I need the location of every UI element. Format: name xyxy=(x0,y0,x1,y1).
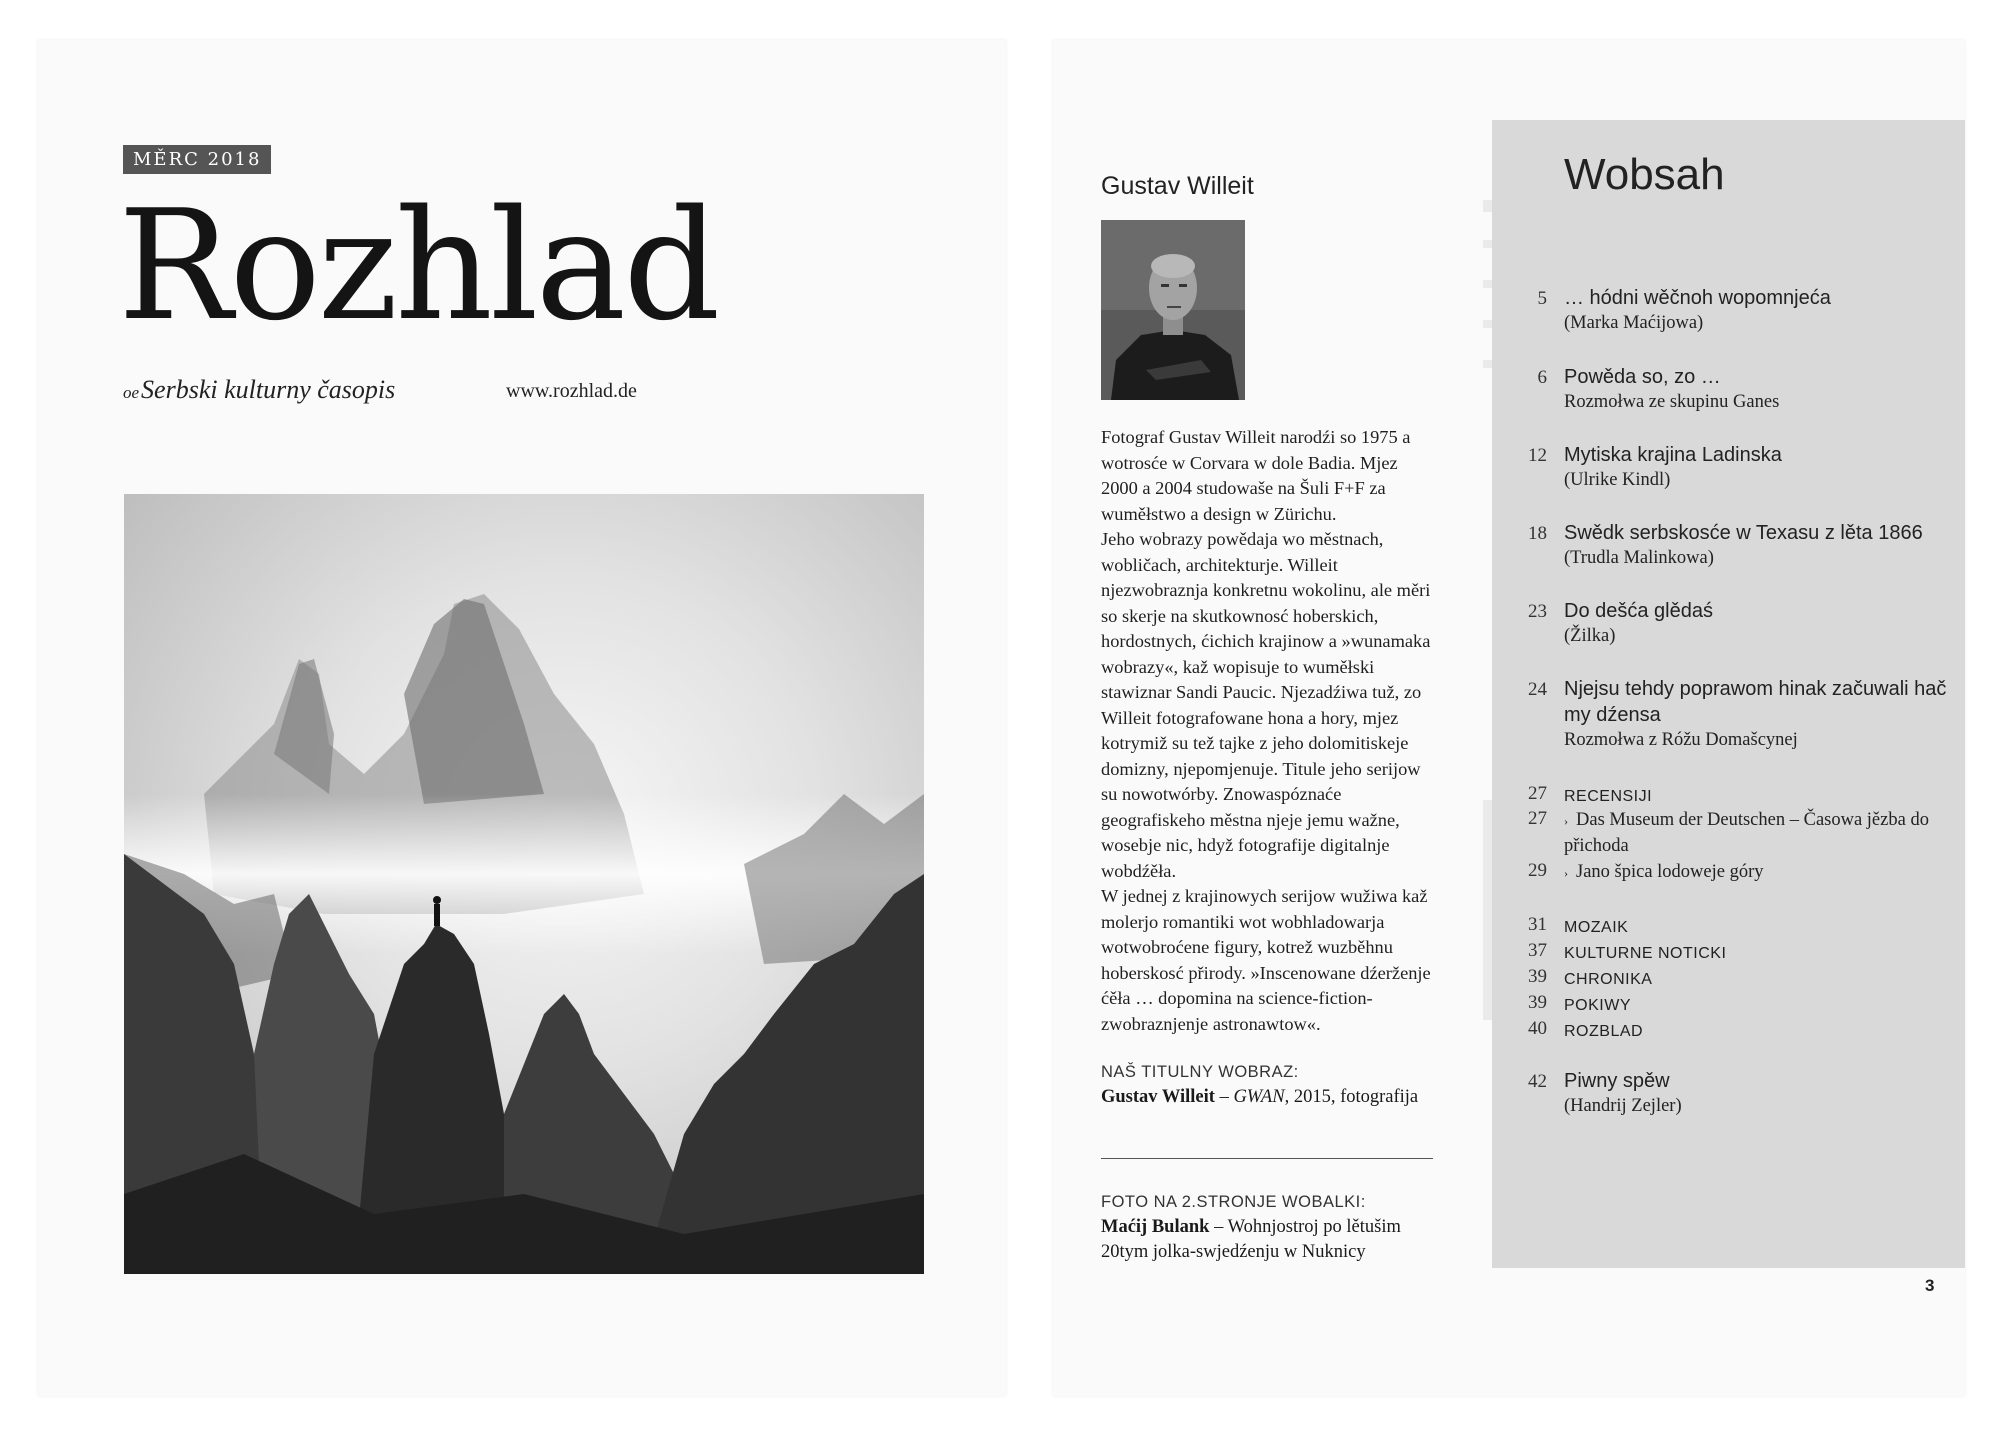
toc-page-number: 31 xyxy=(1528,914,1547,935)
bio-paragraph: W jednej z krajinowych serijow wužiwa kaž molerjo romantiki wot wobhladowarja wotwobroćene figury, kotrež wuzběhnu hoberskosć přirody. »Inscenowane dźerženje ćěła … dopomina na science-fiction-zwobraznjenje astronawtow«. xyxy=(1101,886,1431,1034)
toc-entry-title: › Jano špica lodoweje góry xyxy=(1564,862,1764,882)
bullet-icon: › xyxy=(1564,814,1568,828)
toc-page-number: 23 xyxy=(1528,601,1547,622)
toc-section-title: MOZAIK xyxy=(1564,919,1629,936)
toc-page-number: 12 xyxy=(1528,445,1547,466)
toc-entry-sub: (Marka Maćijowa) xyxy=(1564,313,1704,333)
magazine-cover xyxy=(38,40,1006,1396)
bio-paragraph: Fotograf Gustav Willeit narodźi so 1975 a wotrosće w Corvara w dole Badia. Mjez 2000 a 2004 studowaše na Šuli F+F za wuměłstwo a design w Zürichu. xyxy=(1101,427,1411,524)
toc-page-number: 6 xyxy=(1537,367,1547,388)
subtitle-prefix: ое xyxy=(123,383,140,402)
toc-entry-title: … hódni wěčnoh wopomnjeća (Marka Maćijowa) xyxy=(1564,285,1954,336)
toc-entry-title: Njejsu tehdy poprawom hinak začuwali hač my dźensa Rozmołwa z Róžu Domašcynej xyxy=(1564,676,1954,753)
toc-entry-title: › Das Museum der Deutschen – Časowa jězba do přichoda xyxy=(1564,810,1929,856)
toc-entry-title: Mytiska krajina Ladinska (Ulrike Kindl) xyxy=(1564,442,1954,493)
toc-section-title: RECENSIJI xyxy=(1564,788,1653,805)
cover-subtitle xyxy=(123,375,395,405)
issue-badge: MĚRC 2018 xyxy=(123,145,271,174)
toc-page-number: 39 xyxy=(1528,966,1547,987)
cover-photo xyxy=(124,494,924,1274)
toc-page-number: 40 xyxy=(1528,1018,1547,1039)
bio-paragraph: Jeho wobrazy powědaja wo městnach, wobličach, architekturje. Willeit njezwobraznja konkretnu wokolinu, ale měri so skerje na skutkownosć hoberskich, hordostnych, ćichich krajinow a »wunamaka wobrazy«, kaž wopisuje to wuměłski stawiznar Sandi Paucic. Njezadźiwa tuž, zo Willeit fotografowane hona a hory, mjez kotrymiž su tež tajke z jeho dolomitiskeje domizny, njepomjenuje. Titule jeho serijow su nowotwórby. Znowaspóznaće geografiskeho městna njeje jemu wažne, wosebje nic, hdyž fotografije digitalnje wobdźěła. xyxy=(1101,529,1431,881)
portrait-photo xyxy=(1101,220,1245,400)
toc-page-number: 5 xyxy=(1537,288,1547,309)
toc-entry-sub: (Handrij Zejler) xyxy=(1564,1096,1682,1116)
cover-image-caption xyxy=(1101,1060,1441,1110)
toc-page-number: 42 xyxy=(1528,1071,1547,1092)
toc-entry-title: Powěda so, zo … Rozmołwa ze skupinu Ganes xyxy=(1564,364,1954,415)
contents-page xyxy=(1053,40,1965,1396)
author-portrait xyxy=(1101,220,1245,400)
back-photo-caption xyxy=(1101,1190,1441,1265)
caption-rest: , 2015, fotografija xyxy=(1284,1087,1419,1107)
toc-entry-sub: (Žilka) xyxy=(1564,626,1616,646)
toc-entry-sub: Rozmołwa z Róžu Domašcynej xyxy=(1564,730,1798,750)
toc-section-title: POKIWY xyxy=(1564,997,1632,1014)
toc-page-number: 27 xyxy=(1528,808,1547,829)
toc-entry-title: Swědk serbskosće w Texasu z lěta 1866 (Trudla Malinkowa) xyxy=(1564,520,1954,571)
toc-entry-sub: Rozmołwa ze skupinu Ganes xyxy=(1564,392,1780,412)
toc-section-title: ROZBLAD xyxy=(1564,1023,1644,1040)
toc-entry-sub: (Trudla Malinkowa) xyxy=(1564,548,1714,568)
caption-label: NAŠ TITULNY WOBRAZ: xyxy=(1101,1063,1299,1081)
toc-page-number: 18 xyxy=(1528,523,1547,544)
toc-section-title: CHRONIKA xyxy=(1564,971,1653,988)
caption-label: FOTO NA 2.STRONJE WOBALKI: xyxy=(1101,1193,1366,1211)
caption-author: Gustav Willeit xyxy=(1101,1087,1215,1107)
toc-page-number: 27 xyxy=(1528,783,1547,804)
toc-page-number: 39 xyxy=(1528,992,1547,1013)
page-number: 3 xyxy=(1925,1276,1935,1295)
caption-rest: – Wohnjostroj po lětušim 20tym jolka-swjedźenju w Nuknicy xyxy=(1101,1217,1401,1262)
toc-title: Wobsah xyxy=(1564,150,1725,199)
caption-dash: – xyxy=(1214,1087,1234,1107)
toc-page-number: 37 xyxy=(1528,940,1547,961)
author-bio xyxy=(1101,425,1433,1037)
masthead-title: Rozhlad xyxy=(118,177,718,354)
caption-work: GWAN xyxy=(1233,1087,1285,1107)
divider xyxy=(1101,1158,1433,1159)
author-name: Gustav Willeit xyxy=(1101,172,1254,200)
toc-entry-title: Do dešća glědaś (Žilka) xyxy=(1564,598,1954,649)
subtitle-text: Serbski kulturny časopis xyxy=(141,375,396,404)
toc-section-title: KULTURNE NOTICKI xyxy=(1564,945,1727,962)
caption-author: Maćij Bulank xyxy=(1101,1217,1210,1237)
bullet-icon: › xyxy=(1564,866,1568,880)
misty-mountain-peaks-photo xyxy=(124,494,924,1274)
website-url: www.rozhlad.de xyxy=(506,380,637,402)
toc-page-number: 29 xyxy=(1528,860,1547,881)
toc-entry-sub: (Ulrike Kindl) xyxy=(1564,470,1671,490)
table-of-contents xyxy=(1492,120,1965,1268)
toc-entry-title: Piwny spěw (Handrij Zejler) xyxy=(1564,1068,1954,1119)
toc-page-number: 24 xyxy=(1528,679,1547,700)
